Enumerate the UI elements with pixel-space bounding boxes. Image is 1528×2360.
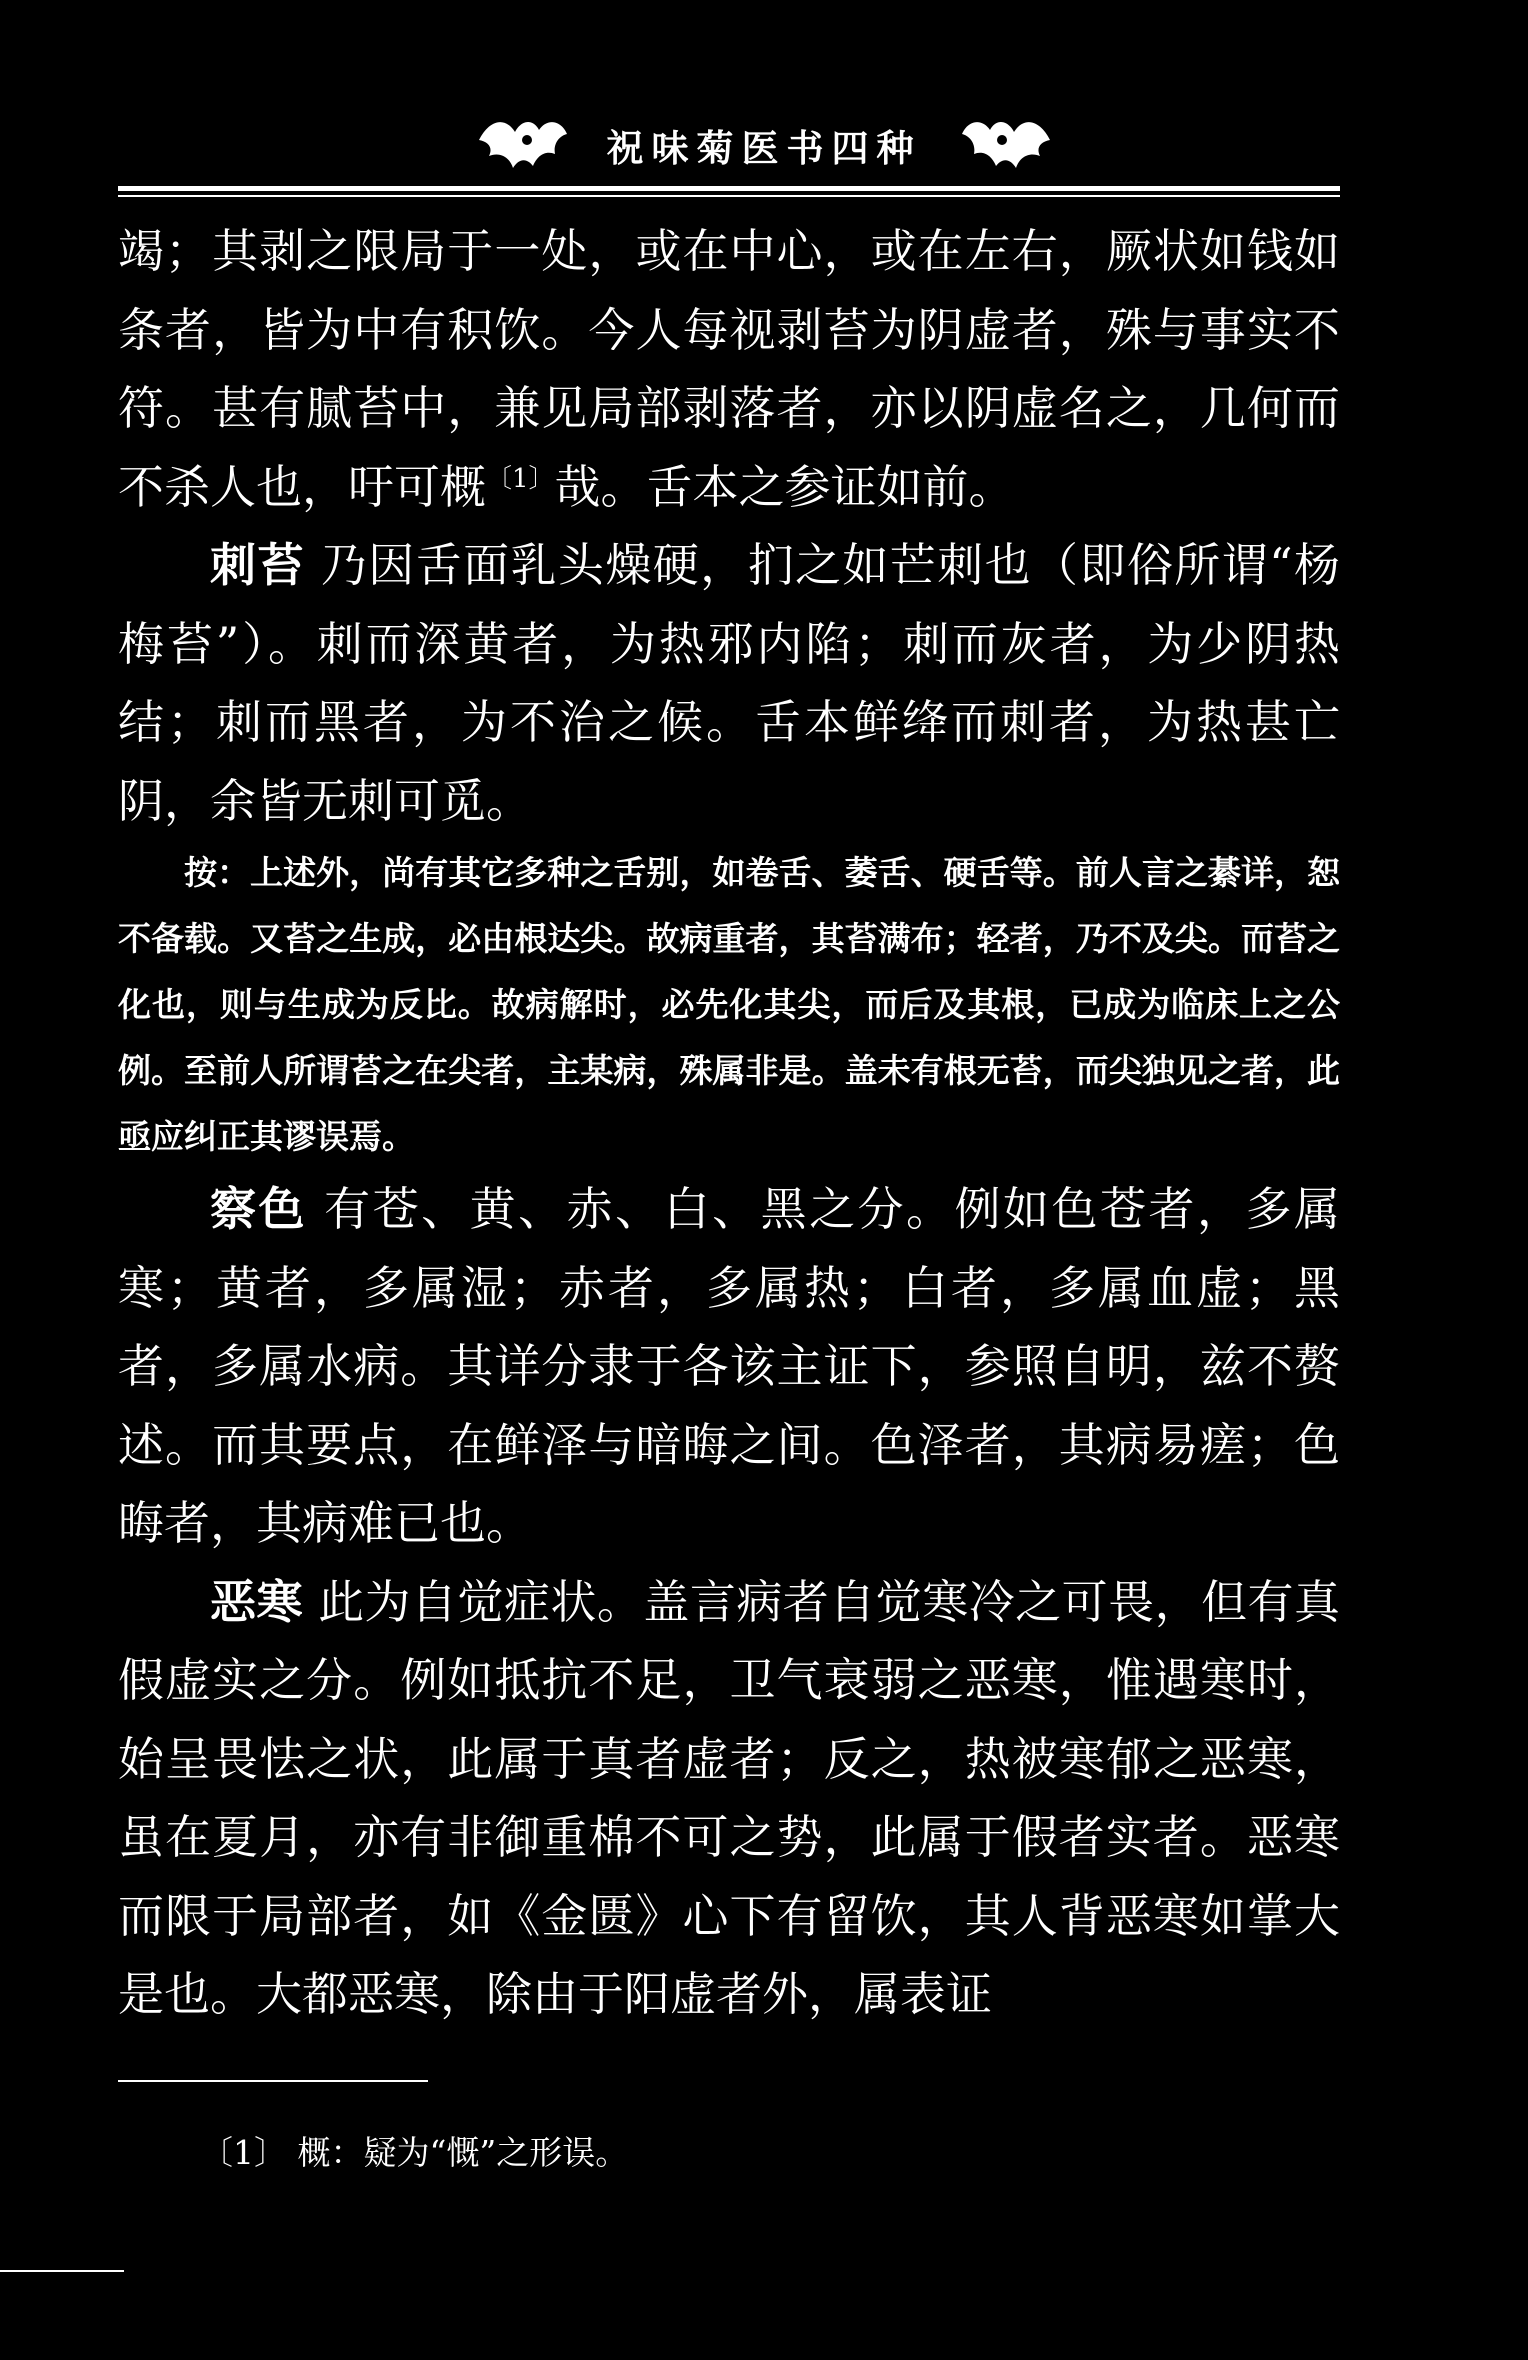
left-ornament-icon bbox=[475, 110, 571, 180]
main-text bbox=[118, 212, 1340, 2034]
header-rule-thin bbox=[118, 195, 1340, 197]
paragraph-tongue-peeling bbox=[118, 212, 1340, 526]
footnote: 〔1〕 概：疑为“慨”之形误。 bbox=[200, 2133, 629, 2172]
paragraph-text: 有苍、黄、赤、白、黑之分。例如色苍者，多属寒；黄者，多属湿；赤者，多属热；白者，多属血虚；黑者，多属水病。其详分隶于各该主证下，参照自明，兹不赘述。而其要点，在鲜泽与暗晦之间。色泽者，其病易瘥；色晦者，其病难已也。 bbox=[118, 1182, 1341, 1550]
paragraph-text: 此为自觉症状。盖言病者自觉寒冷之可畏，但有真假虚实之分。例如抵抗不足，卫气衰弱之恶寒，惟遇寒时，始呈畏怯之状，此属于真者虚者；反之，热被寒郁之恶寒，虽在夏月，亦有非御重棉不可之势，此属于假者实者。恶寒而限于局部者，如《金匮》心下有留饮，其人背恶寒如掌大是也。大都恶寒，除由于阳虚者外，属表证 bbox=[118, 1574, 1341, 2021]
paragraph-aversion-to-cold bbox=[118, 1563, 1340, 2034]
paragraph-text: 竭；其剥之限局于一处，或在中心，或在左右，厥状如钱如条者，皆为中有积饮。今人每视剥苔为阴虚者，殊与事实不符。甚有腻苔中，兼见局部剥落者，亦以阴虚名之，几何而不杀人也，吁可概 bbox=[118, 224, 1340, 514]
paragraph-text-tail: 哉。舌本之参证如前。 bbox=[554, 459, 1015, 514]
footnote-divider bbox=[118, 2080, 428, 2082]
term-color-inspection: 察色 bbox=[210, 1182, 307, 1236]
paragraph-prickly-coating bbox=[118, 526, 1340, 840]
right-ornament-icon bbox=[958, 110, 1054, 180]
page-header bbox=[0, 95, 1528, 195]
term-aversion-to-cold: 恶寒 bbox=[210, 1574, 303, 1629]
footnote-reference: 〔1〕 bbox=[486, 463, 555, 494]
paragraph-color-inspection bbox=[118, 1170, 1340, 1563]
editor-note: 按：上述外，尚有其它多种之舌别，如卷舌、萎舌、硬舌等。前人言之綦详，恕不备载。又苔之生成，必由根达尖。故病重者，其苔满布；轻者，乃不及尖。而苔之化也，则与生成为反比。故病解时，必先化其尖，而后及其根，已成为临床上之公例。至前人所谓苔之在尖者，主某病，殊属非是。盖未有根无苔，而尖独见之者，此亟应纠正其谬误焉。 bbox=[118, 853, 1340, 1156]
page-edge-line bbox=[0, 2270, 124, 2272]
paragraph-text: 乃因舌面乳头燥硬，扪之如芒刺也（即俗所谓“杨梅苔”）。刺而深黄者，为热邪内陷；刺而灰者，为少阴热结；刺而黑者，为不治之候。舌本鲜绛而刺者，为热甚亡阴，余皆无刺可觅。 bbox=[118, 538, 1341, 828]
term-prickly-coating: 刺苔 bbox=[210, 538, 305, 592]
running-title: 祝味菊医书四种 bbox=[606, 127, 922, 170]
header-rule-thick bbox=[118, 186, 1340, 191]
